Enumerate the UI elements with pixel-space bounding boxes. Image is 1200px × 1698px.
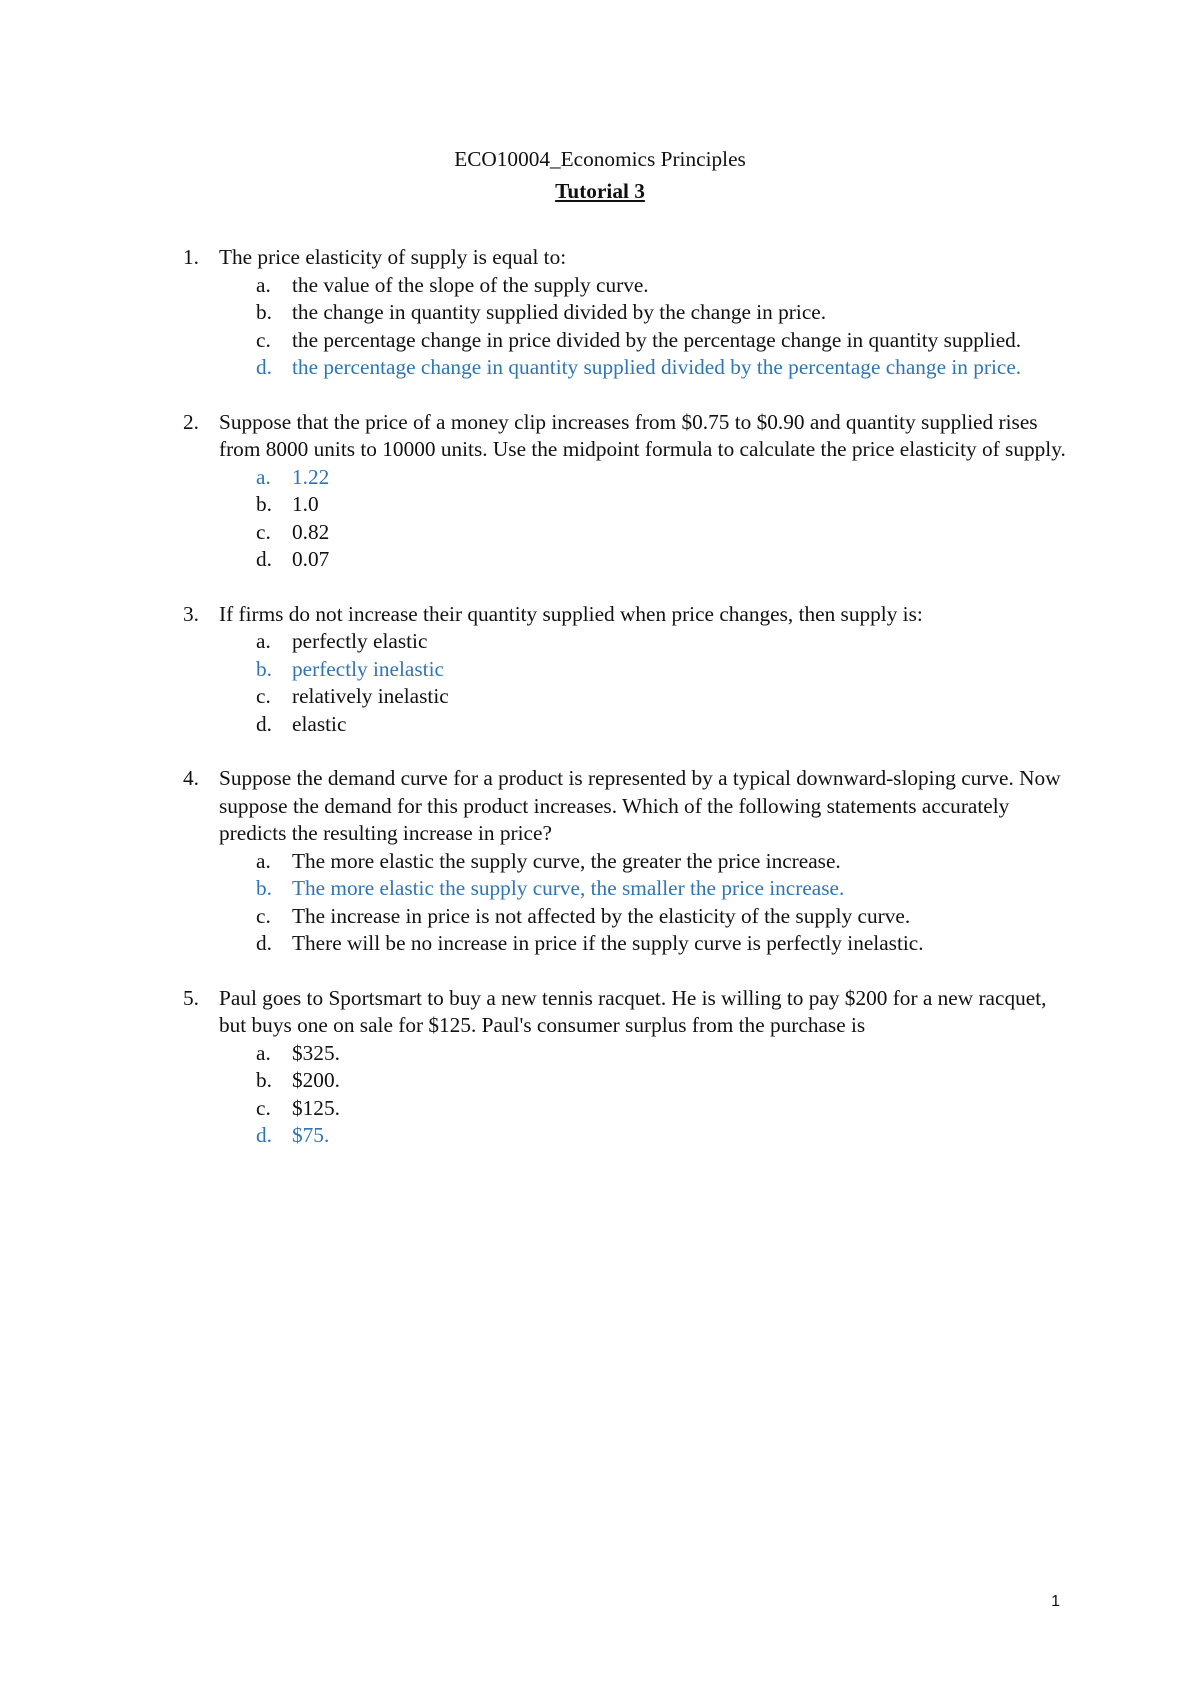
option-text: perfectly elastic xyxy=(292,629,428,653)
option-text: the percentage change in quantity supplied divided by the percentage change in price. xyxy=(292,355,1022,379)
option-letter: a. xyxy=(256,629,271,653)
option-text: 1.22 xyxy=(292,464,330,489)
question-4 xyxy=(0,765,1200,958)
option-a xyxy=(0,848,1200,876)
option-text: The increase in price is not affected by the elasticity of the supply curve. xyxy=(292,903,911,928)
option-text: the percentage change in price divided by the percentage change in quantity supplied. xyxy=(292,327,1022,352)
option-b xyxy=(0,1067,1200,1095)
option-a xyxy=(0,272,1200,300)
option-letter: a. xyxy=(256,848,271,873)
option-letter: b. xyxy=(256,876,272,900)
option-b xyxy=(0,656,1200,684)
option-d xyxy=(0,711,1200,739)
question-text: The price elasticity of supply is equal to: xyxy=(219,245,567,269)
option-text: elastic xyxy=(292,711,347,736)
option-letter: c. xyxy=(256,327,271,352)
option-letter: c. xyxy=(256,1095,271,1120)
question-number: 1. xyxy=(183,245,199,269)
question-1 xyxy=(0,244,1200,382)
option-letter: b. xyxy=(256,492,272,516)
option-text: $75. xyxy=(292,1123,330,1147)
option-text: 0.07 xyxy=(292,547,330,571)
question-number: 3. xyxy=(183,601,199,626)
option-letter: b. xyxy=(256,1068,272,1092)
option-a xyxy=(0,628,1200,656)
question-text: Paul goes to Sportsmart to buy a new tennis racquet. He is willing to pay $200 for a new racquet, but buys one on sale for $125. Paul's consumer surplus from the purchase is xyxy=(219,985,1047,1037)
tutorial-title: Tutorial 3 xyxy=(555,179,645,203)
option-c xyxy=(0,683,1200,711)
page-number: 1 xyxy=(1051,1593,1060,1610)
option-text: relatively inelastic xyxy=(292,684,449,708)
option-letter: b. xyxy=(256,656,272,681)
option-b xyxy=(0,299,1200,327)
question-number: 2. xyxy=(183,409,199,434)
course-title: ECO10004_Economics Principles xyxy=(454,147,746,171)
option-d xyxy=(0,1122,1200,1150)
question-3 xyxy=(0,601,1200,739)
option-d xyxy=(0,354,1200,382)
option-c xyxy=(0,1095,1200,1123)
option-a xyxy=(0,464,1200,492)
option-letter: c. xyxy=(256,903,271,928)
option-letter: c. xyxy=(256,519,271,544)
question-text: Suppose the demand curve for a product is represented by a typical downward-sloping curve. Now suppose the demand for this product increases. Which of the following statements accurately predicts the resulting increase in price? xyxy=(219,766,1061,845)
question-5 xyxy=(0,985,1200,1150)
option-letter: d. xyxy=(256,711,272,736)
option-a xyxy=(0,1040,1200,1068)
option-c xyxy=(0,327,1200,355)
option-d xyxy=(0,546,1200,574)
question-list xyxy=(0,244,1200,1177)
option-c xyxy=(0,519,1200,547)
option-letter: a. xyxy=(256,272,271,297)
option-c xyxy=(0,903,1200,931)
option-text: the value of the slope of the supply curve. xyxy=(292,272,649,297)
option-text: There will be no increase in price if the supply curve is perfectly inelastic. xyxy=(292,931,924,955)
question-number: 4. xyxy=(183,766,199,790)
option-text: perfectly inelastic xyxy=(292,656,444,681)
question-number: 5. xyxy=(183,985,199,1010)
option-text: The more elastic the supply curve, the smaller the price increase. xyxy=(292,876,845,900)
option-text: $325. xyxy=(292,1040,340,1065)
option-d xyxy=(0,930,1200,958)
option-letter: d. xyxy=(256,547,272,571)
question-text: If firms do not increase their quantity supplied when price changes, then supply is: xyxy=(219,601,923,626)
option-text: 0.82 xyxy=(292,519,330,544)
option-letter: c. xyxy=(256,684,271,708)
question-2 xyxy=(0,409,1200,574)
option-letter: a. xyxy=(256,1040,271,1065)
option-text: $125. xyxy=(292,1095,340,1120)
question-text: Suppose that the price of a money clip increases from $0.75 to $0.90 and quantity supplied rises from 8000 units to 10000 units. Use the midpoint formula to calculate the price elasticity of supply. xyxy=(219,409,1066,461)
option-text: the change in quantity supplied divided by the change in price. xyxy=(292,300,827,324)
option-letter: a. xyxy=(256,464,271,489)
option-text: $200. xyxy=(292,1068,340,1092)
option-letter: d. xyxy=(256,931,272,955)
option-b xyxy=(0,875,1200,903)
option-letter: d. xyxy=(256,355,272,379)
option-b xyxy=(0,491,1200,519)
option-text: 1.0 xyxy=(292,492,319,516)
option-letter: d. xyxy=(256,1123,272,1147)
option-text: The more elastic the supply curve, the greater the price increase. xyxy=(292,848,841,873)
option-letter: b. xyxy=(256,300,272,324)
